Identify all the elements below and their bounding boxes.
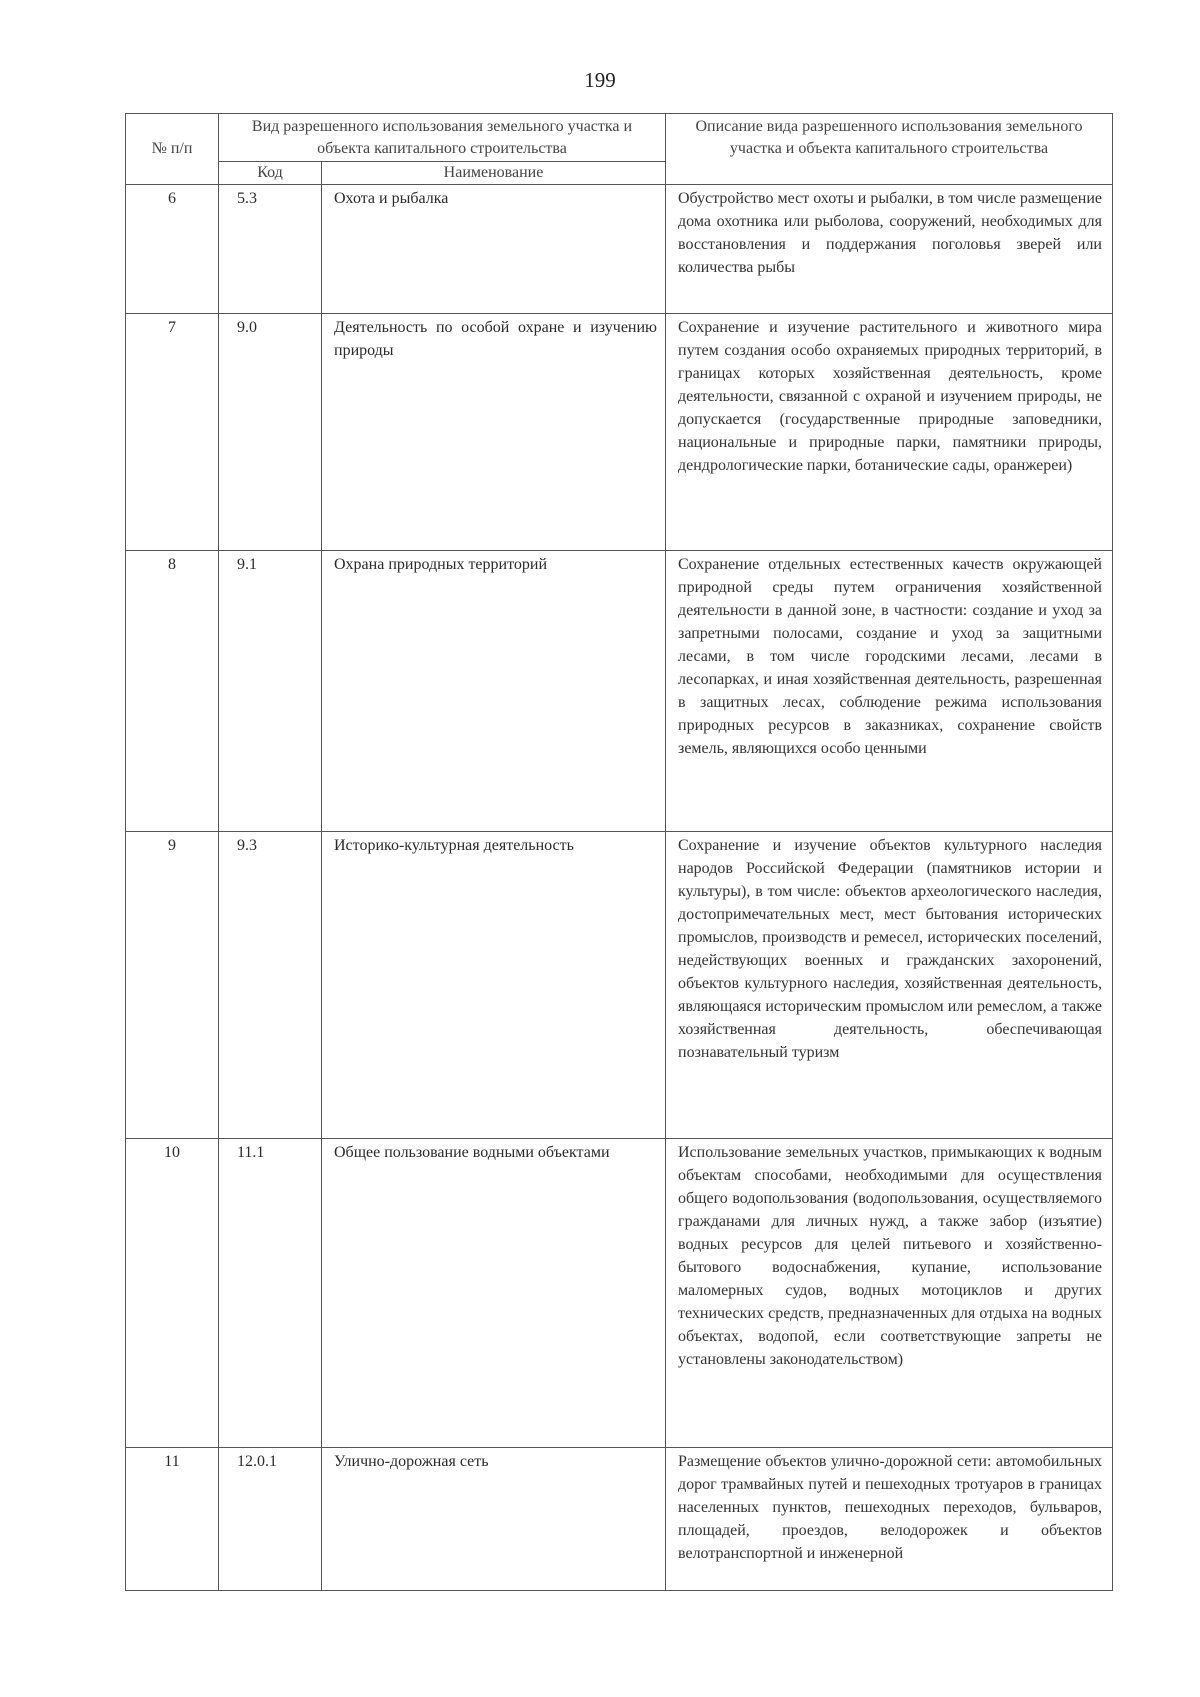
row-code: 9.3: [219, 832, 322, 1139]
header-number: № п/п: [126, 114, 219, 185]
row-name: Общее пользование водными объектами: [322, 1139, 666, 1448]
row-code: 11.1: [219, 1139, 322, 1448]
row-name: Охота и рыбалка: [322, 185, 666, 314]
land-use-table: [125, 113, 1113, 1591]
row-number: 7: [126, 314, 219, 551]
row-description: Сохранение и изучение объектов культурного наследия народов Российской Федерации (памятников истории и культуры), в том числе: объектов археологического наследия, достопримечательных мест, мест бытования исторических промыслов, производств и ремесел, исторических поселений, недействующих военных и гражданских захоронений, объектов культурного наследия, хозяйственная деятельность, являющаяся историческим промыслом или ремеслом, а также хозяйственная деятельность, обеспечивающая познавательный туризм: [666, 832, 1113, 1139]
header-code: Код: [219, 162, 322, 185]
header-name: Наименование: [322, 162, 666, 185]
row-description: Размещение объектов улично-дорожной сети: автомобильных дорог трамвайных путей и пешеходных тротуаров в границах населенных пунктов, пешеходных переходов, бульваров, площадей, проездов, велодорожек и объектов велотранспортной и инженерной: [666, 1448, 1113, 1591]
row-description: Использование земельных участков, примыкающих к водным объектам способами, необходимыми для осуществления общего водопользования (водопользования, осуществляемого гражданами для личных нужд, а также забор (изъятие) водных ресурсов для целей питьевого и хозяйственно-бытового водоснабжения, купание, использование маломерных судов, водных мотоциклов и других технических средств, предназначенных для отдыха на водных объектах, водопой, если соответствующие запреты не установлены законодательством): [666, 1139, 1113, 1448]
table-row: [126, 832, 1113, 1139]
table-row: [126, 185, 1113, 314]
row-code: 9.0: [219, 314, 322, 551]
table-row: [126, 1448, 1113, 1591]
header-description: Описание вида разрешенного использования земельного участка и объекта капитального строительства: [666, 114, 1113, 185]
row-code: 12.0.1: [219, 1448, 322, 1591]
table-row: [126, 551, 1113, 832]
row-number: 9: [126, 832, 219, 1139]
row-number: 11: [126, 1448, 219, 1591]
row-description: Сохранение и изучение растительного и животного мира путем создания особо охраняемых природных территорий, в границах которых хозяйственная деятельность, кроме деятельности, связанной с охраной и изучением природы, не допускается (государственные природные заповедники, национальные и природные парки, памятники природы, дендрологические парки, ботанические сады, оранжереи): [666, 314, 1113, 551]
row-description: Сохранение отдельных естественных качеств окружающей природной среды путем ограничения хозяйственной деятельности в данной зоне, в частности: создание и уход за запретными полосами, создание и уход за защитными лесами, в том числе городскими лесами, лесами в лесопарках, и иная хозяйственная деятельность, разрешенная в защитных лесах, соблюдение режима использования природных ресурсов в заказниках, сохранение свойств земель, являющихся особо ценными: [666, 551, 1113, 832]
row-number: 8: [126, 551, 219, 832]
table-row: [126, 1139, 1113, 1448]
row-code: 9.1: [219, 551, 322, 832]
row-name: Охрана природных территорий: [322, 551, 666, 832]
page-number: 199: [584, 68, 616, 92]
row-name: Улично-дорожная сеть: [322, 1448, 666, 1591]
row-name: Деятельность по особой охране и изучению природы: [322, 314, 666, 551]
row-code: 5.3: [219, 185, 322, 314]
row-name: Историко-культурная деятельность: [322, 832, 666, 1139]
table-row: [126, 314, 1113, 551]
header-use-type: Вид разрешенного использования земельного участка и объекта капитального строительства: [219, 114, 666, 162]
row-number: 6: [126, 185, 219, 314]
row-number: 10: [126, 1139, 219, 1448]
row-description: Обустройство мест охоты и рыбалки, в том числе размещение дома охотника или рыболова, сооружений, необходимых для восстановления и поддержания поголовья зверей или количества рыбы: [666, 185, 1113, 314]
